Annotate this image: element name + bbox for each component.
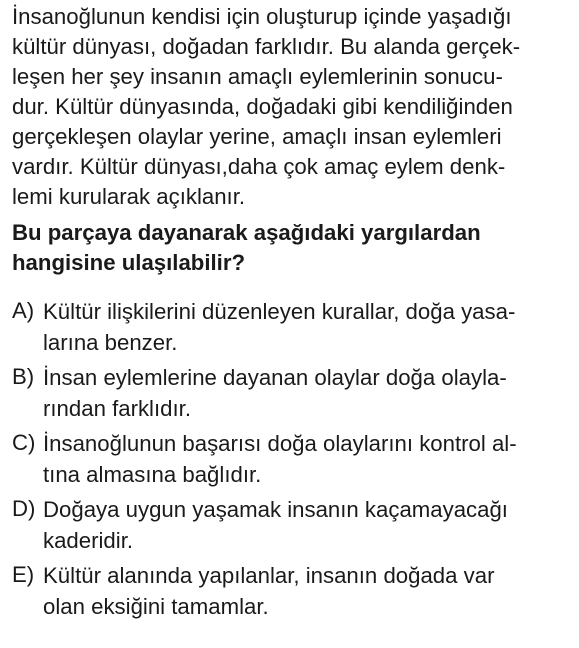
question-page: [12, 0, 564, 626]
option-text: [43, 362, 564, 424]
passage-line: gerçekleşen olaylar yerine, amaçlı insan eylemleri: [12, 124, 502, 149]
option-b[interactable]: [12, 362, 564, 424]
question-stem: [12, 218, 564, 278]
question-line: Bu parçaya dayanarak aşağıdaki yargılardan: [12, 220, 481, 245]
question-line: hangisine ulaşılabilir?: [12, 250, 246, 275]
option-d[interactable]: [12, 494, 564, 556]
passage-line: dur. Kültür dünyasında, doğadaki gibi kendiliğinden: [12, 94, 513, 119]
passage-line: leşen her şey insanın amaçlı eylemlerinin sonucu-: [12, 64, 503, 89]
option-a[interactable]: [12, 296, 564, 358]
option-line: olan eksiğini tamamlar.: [43, 594, 269, 619]
option-text: [43, 494, 564, 556]
answer-options: [12, 296, 564, 622]
option-line: rından farklıdır.: [43, 396, 191, 421]
passage-line: İnsanoğlunun kendisi için oluşturup içinde yaşadığı: [12, 4, 512, 29]
option-letter: A): [12, 298, 35, 323]
option-text: [43, 560, 564, 622]
option-letter: D): [12, 496, 36, 521]
option-letter: E): [12, 562, 35, 587]
passage-line: lemi kurularak açıklanır.: [12, 184, 246, 209]
option-letter: B): [12, 364, 35, 389]
option-line: Doğaya uygun yaşamak insanın kaçamayacağı: [43, 497, 508, 522]
option-line: Kültür ilişkilerini düzenleyen kurallar, doğa yasa-: [43, 299, 516, 324]
option-line: İnsanoğlunun başarısı doğa olaylarını kontrol al-: [43, 431, 517, 456]
option-line: larına benzer.: [43, 330, 178, 355]
option-c[interactable]: [12, 428, 564, 490]
passage-text: [12, 2, 564, 212]
option-line: Kültür alanında yapılanlar, insanın doğada var: [43, 563, 495, 588]
option-text: [43, 428, 564, 490]
option-line: İnsan eylemlerine dayanan olaylar doğa olayla-: [43, 365, 507, 390]
option-e[interactable]: [12, 560, 564, 622]
passage-line: kültür dünyası, doğadan farklıdır. Bu alanda gerçek-: [12, 34, 521, 59]
option-letter: C): [12, 430, 36, 455]
passage-line: vardır. Kültür dünyası,daha çok amaç eylem denk-: [12, 154, 506, 179]
option-text: [43, 296, 564, 358]
option-line: kaderidir.: [43, 528, 134, 553]
option-line: tına almasına bağlıdır.: [43, 462, 262, 487]
